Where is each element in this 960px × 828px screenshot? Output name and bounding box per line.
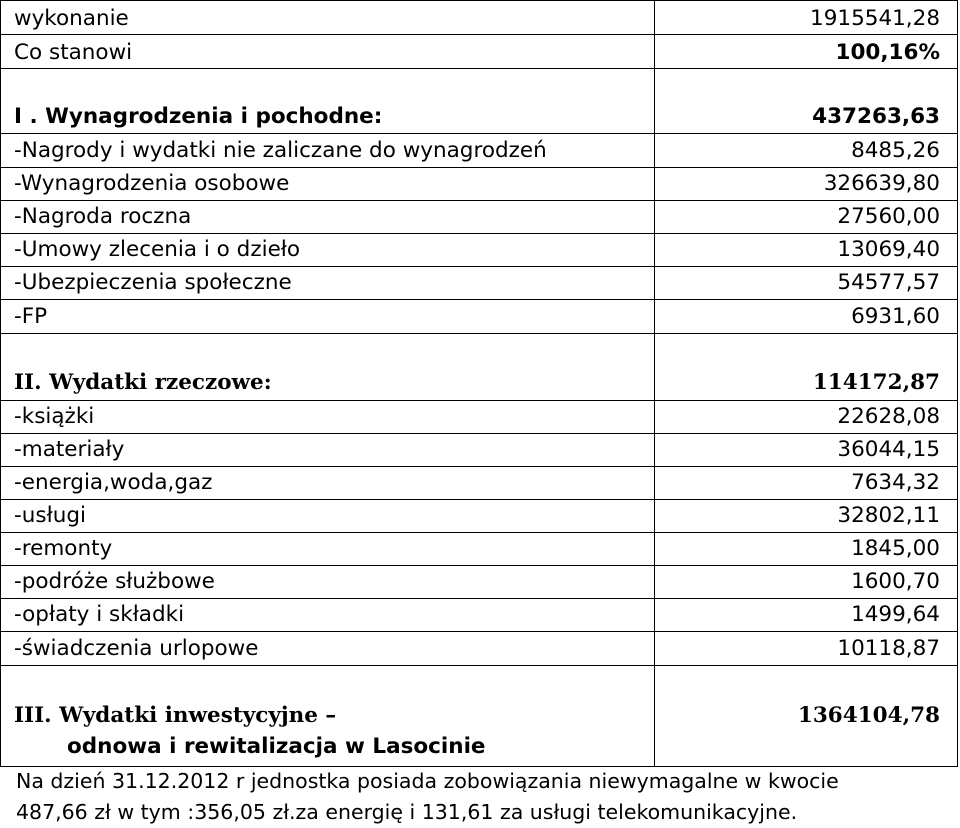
row-label: -Nagrody i wydatki nie zaliczane do wynagrodzeń [14,138,547,163]
row-value: 100,16% [835,40,940,65]
section-total: 1364104,78 [797,703,940,728]
table-row [0,499,960,532]
row-label: -Wynagrodzenia osobowe [14,171,290,196]
table-row [0,233,960,266]
table-row [0,300,960,333]
note-line-2: 487,66 zł w tym :356,05 zł.za energię i 131,61 za usługi telekomunikacyjne. [16,800,798,824]
row-label: -Umowy zlecenia i o dzieło [14,237,301,262]
row-value: 1499,64 [851,602,940,627]
row-label: -świadczenia urlopowe [14,636,259,661]
row-value: 32802,11 [837,503,940,528]
row-label: wykonanie [14,6,129,31]
section-title: II. Wydatki rzeczowe: [14,370,272,395]
row-label: -FP [14,304,48,329]
row-label: Co stanowi [14,40,133,65]
table-row [0,266,960,299]
row-label: -energia,woda,gaz [14,470,213,495]
table-row [0,632,960,665]
row-label: -remonty [14,536,113,561]
table-row [0,134,960,167]
summary-row-co-stanowi [0,36,960,69]
row-value: 326639,80 [823,171,940,196]
row-value: 1845,00 [851,536,940,561]
row-value: 27560,00 [837,204,940,229]
row-label: -podróże służbowe [14,569,215,594]
row-label: -książki [14,404,95,429]
section-total: 114172,87 [812,370,940,395]
row-label: -materiały [14,437,125,462]
grid-line [0,333,958,334]
section-total: 437263,63 [812,104,940,129]
row-label: -Ubezpieczenia społeczne [14,270,292,295]
grid-line [0,0,958,1]
table-row [0,200,960,233]
note-line-1: Na dzień 31.12.2012 r jednostka posiada zobowiązania niewymagalne w kwocie [16,769,839,793]
grid-line [0,665,958,666]
section-header [0,100,960,133]
section-header [0,366,960,399]
section-title: I . Wynagrodzenia i pochodne: [14,104,383,129]
table-row [0,598,960,631]
row-label: -Nagroda roczna [14,204,192,229]
row-value: 22628,08 [837,404,940,429]
row-value: 54577,57 [837,270,940,295]
row-value: 6931,60 [851,304,940,329]
table-row [0,167,960,200]
section-title: III. Wydatki inwestycyjne – [14,703,337,728]
table-row [0,532,960,565]
row-value: 13069,40 [837,237,940,262]
section-header [0,699,960,732]
row-value: 8485,26 [851,138,940,163]
table-row [0,433,960,466]
table-row [0,400,960,433]
table-row [0,565,960,598]
table-row [0,466,960,499]
row-label: -usługi [14,503,86,528]
summary-row-wykonanie [0,2,960,35]
row-label: -opłaty i składki [14,602,185,627]
row-value: 1915541,28 [810,6,940,31]
row-value: 7634,32 [851,470,940,495]
row-value: 10118,87 [837,636,940,661]
row-value: 36044,15 [837,437,940,462]
section-title-line2: odnowa i rewitalizacja w Lasocinie [67,734,486,759]
row-value: 1600,70 [851,569,940,594]
